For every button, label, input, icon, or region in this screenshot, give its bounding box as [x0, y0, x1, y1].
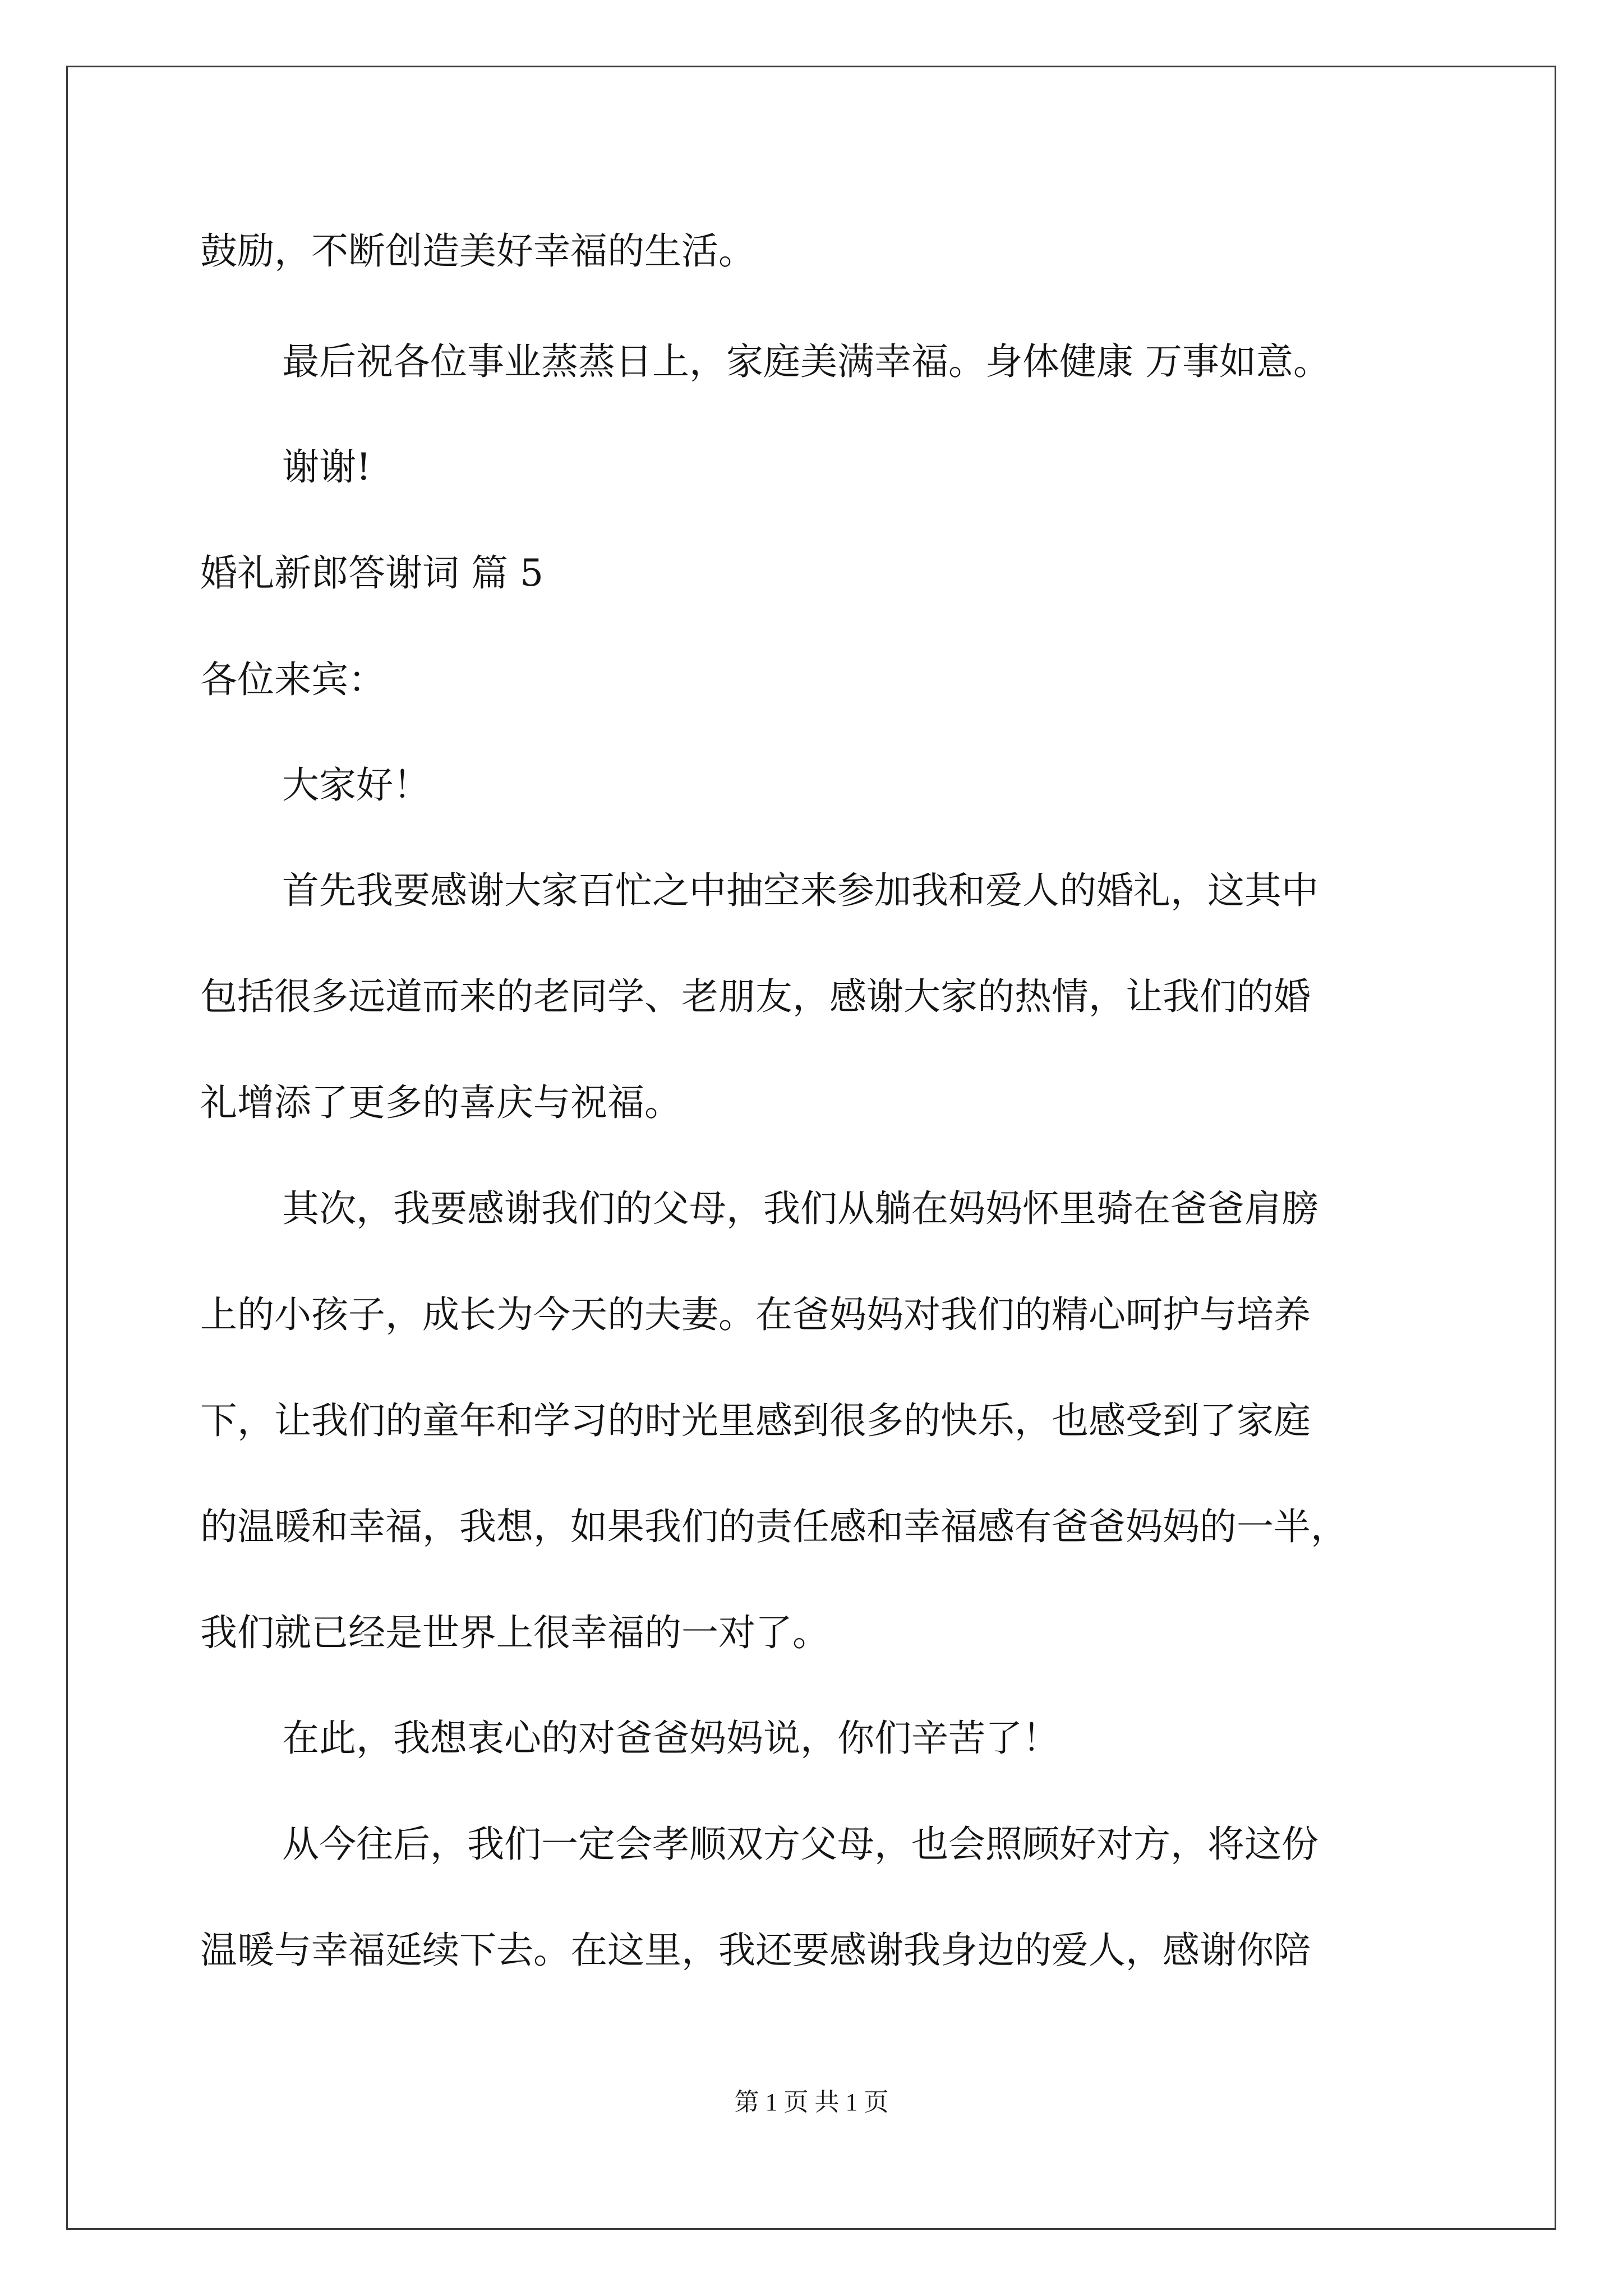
page-number-footer: 第 1 页 共 1 页 — [734, 2088, 889, 2116]
paragraph-line: 首先我要感谢大家百忙之中抽空来参加我和爱人的婚礼，这其中 — [282, 869, 1318, 912]
page-border — [66, 66, 1556, 2230]
paragraph-line: 温暖与幸福延续下去。在这里，我还要感谢我身边的爱人，感谢你陪 — [200, 1929, 1311, 1972]
paragraph-line: 的温暖和幸福，我想，如果我们的责任感和幸福感有爸爸妈妈的一半， — [200, 1505, 1348, 1548]
paragraph-thanks: 谢谢! — [282, 445, 371, 489]
section-heading: 婚礼新郎答谢词 篇 5 — [200, 551, 543, 595]
salutation: 各位来宾： — [200, 658, 385, 701]
paragraph-line: 从今往后，我们一定会孝顺双方父母，也会照顾好对方，将这份 — [282, 1823, 1318, 1866]
paragraph-line: 上的小孩子，成长为今天的夫妻。在爸妈妈对我们的精心呵护与培养 — [200, 1293, 1311, 1336]
paragraph-line: 我们就已经是世界上很幸福的一对了。 — [200, 1611, 829, 1654]
paragraph-line: 礼增添了更多的喜庆与祝福。 — [200, 1081, 681, 1124]
paragraph-closing-wishes: 最后祝各位事业蒸蒸日上，家庭美满幸福。身体健康 万事如意。 — [282, 340, 1330, 383]
paragraph-line: 包括很多远道而来的老同学、老朋友，感谢大家的热情，让我们的婚 — [200, 975, 1311, 1018]
paragraph-line: 下，让我们的童年和学习的时光里感到很多的快乐，也感受到了家庭 — [200, 1399, 1311, 1442]
paragraph-continuation: 鼓励，不断创造美好幸福的生活。 — [200, 229, 755, 273]
paragraph-line: 其次，我要感谢我们的父母，我们从躺在妈妈怀里骑在爸爸肩膀 — [282, 1187, 1318, 1230]
paragraph-line: 在此，我想衷心的对爸爸妈妈说，你们辛苦了！ — [282, 1717, 1059, 1760]
greeting: 大家好！ — [282, 763, 430, 807]
